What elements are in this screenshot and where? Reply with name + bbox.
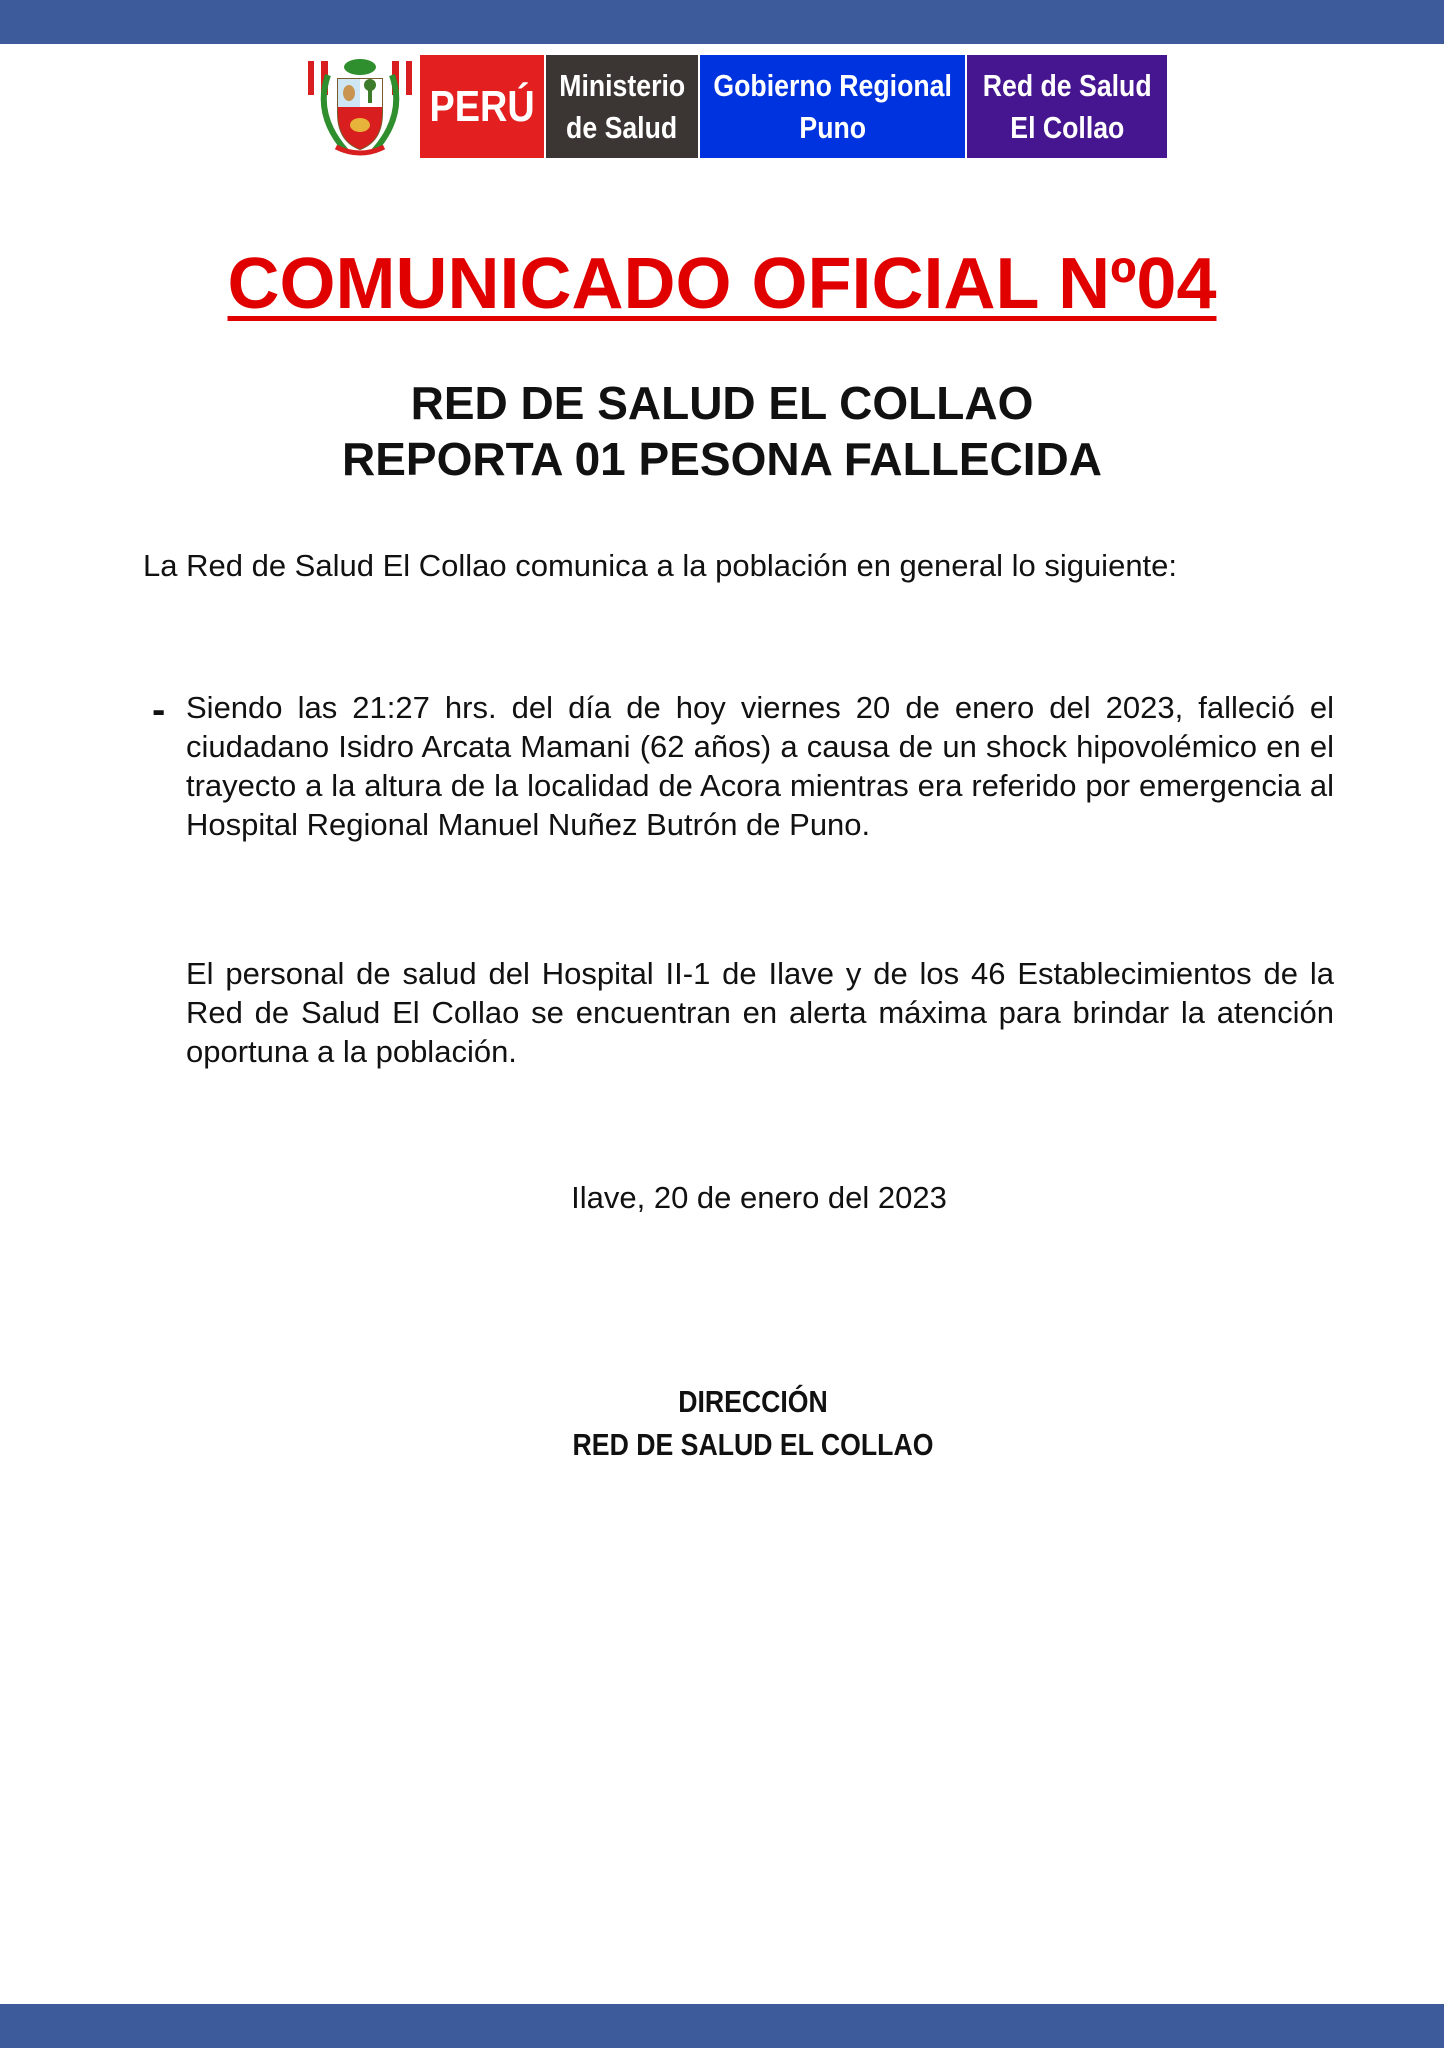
ministerio-salud-block (544, 55, 698, 158)
bullet-dash: - (152, 688, 166, 732)
peru-coat-of-arms-icon (306, 55, 414, 158)
subtitle-line-1: RED DE SALUD EL COLLAO (410, 377, 1034, 429)
top-band (0, 0, 1444, 44)
signature-line-1: DIRECCIÓN (678, 1384, 828, 1419)
red-salud-line-2: El Collao (1009, 109, 1125, 145)
signature-line-2: RED DE SALUD EL COLLAO (572, 1427, 934, 1462)
gobierno-line-1: Gobierno Regional (713, 67, 952, 103)
red-salud-block (965, 55, 1167, 158)
red-salud-line-1: Red de Salud (982, 67, 1152, 103)
bottom-band (0, 2004, 1444, 2048)
gobierno-regional-block (698, 55, 965, 158)
ministerio-line-1: Ministerio (559, 67, 685, 103)
institution-header (306, 55, 1167, 158)
signature-block (0, 1380, 1444, 1466)
paragraph-death-report: Siendo las 21:27 hrs. del día de hoy viernes 20 de enero del 2023, falleció el ciudadano Isidro Arcata Mamani (62 años) a causa de un shock hipovolémico en el trayecto a la altura de la localidad de Acora mientras era referido por emergencia al Hospital Regional Manuel Nuñez Butrón de Puno. (186, 690, 1334, 842)
paragraph-alert: El personal de salud del Hospital II-1 de Ilave y de los 46 Establecimientos de la Red de Salud El Collao se encuentran en alerta máxima para brindar la atención oportuna a la población. (186, 956, 1334, 1069)
ministerio-line-2: de Salud (566, 109, 678, 145)
document-subtitle (0, 375, 1444, 487)
subtitle-line-2: REPORTA 01 PESONA FALLECIDA (342, 433, 1102, 485)
place-date: Ilave, 20 de enero del 2023 (571, 1180, 947, 1215)
peru-label: PERÚ (429, 81, 535, 131)
gobierno-line-2: Puno (799, 109, 866, 145)
intro-text: La Red de Salud El Collao comunica a la población en general lo siguiente: (143, 548, 1178, 583)
document-title: COMUNICADO OFICIAL Nº04 (227, 244, 1217, 324)
peru-block (420, 55, 544, 158)
